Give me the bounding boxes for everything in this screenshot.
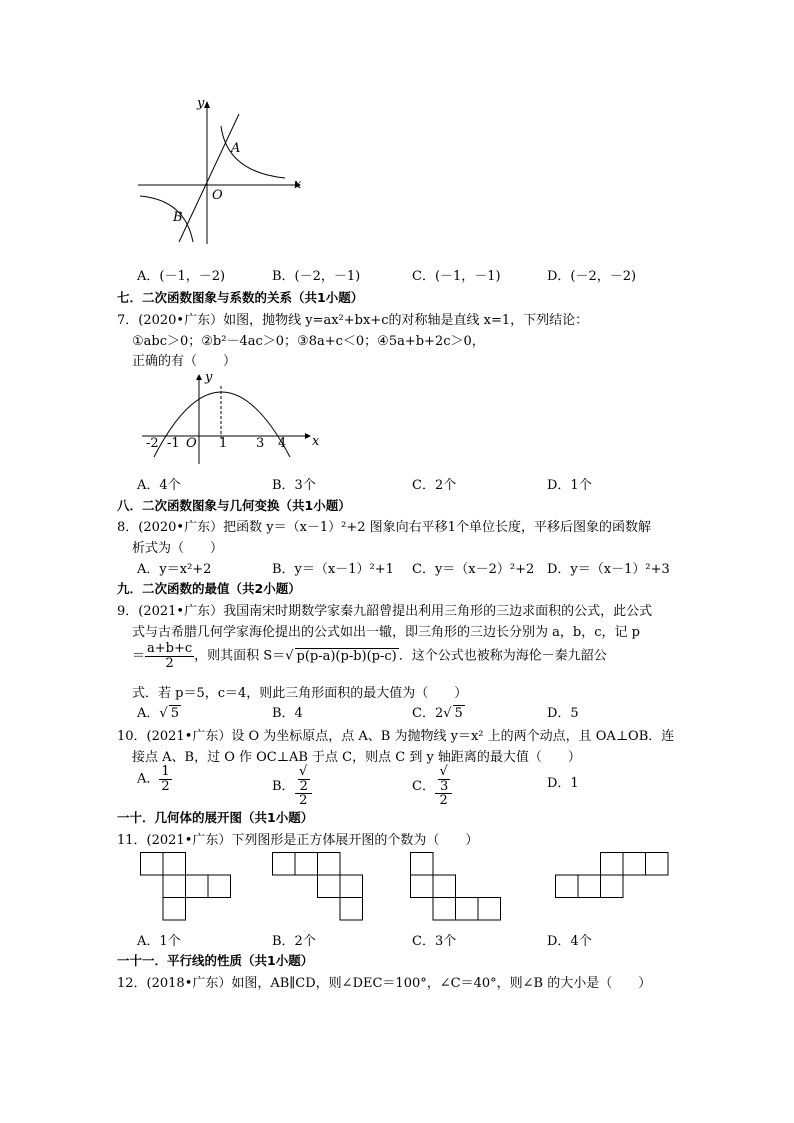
q11-option-b[interactable]: B．2个 — [272, 934, 316, 949]
section-8-title: 八．二次函数图象与几何变换（共1小题） — [117, 498, 351, 513]
q10-option-c[interactable] — [412, 765, 452, 808]
q7-tick-1: 1 — [219, 436, 228, 451]
q6-y-label: y — [197, 96, 205, 111]
q9-line3: ＝ $\frac{a+b+c}{2}$ ，则其面积 S＝√ p(p-a)(p-b)(p-c) ．这个公式也被称为海伦－秦九韶公 — [132, 641, 607, 671]
q7-line3: 正确的有（ ） — [132, 354, 237, 369]
q7-suffix: 的对称轴是直线 x=1，下列结论： — [388, 313, 589, 328]
q7-y-arrow — [196, 374, 202, 380]
q10-opt-c-label: C． — [412, 778, 435, 794]
q9-option-a[interactable]: A．√ 5 — [137, 706, 179, 721]
q9-line4: 式．若 p＝5，c＝4，则此三角形面积的最大值为（ ） — [132, 686, 468, 701]
q10-line1: 10．(2021•广东）设 O 为坐标原点，点 A、B 为抛物线 y＝x² 上的两个动点，且 OA⊥OB．连 — [117, 729, 675, 744]
q9-frac-num: a+b+c — [147, 641, 193, 656]
q6-option-d[interactable]: D．(－2，－2) — [547, 269, 637, 284]
q6-y-arrow — [204, 101, 210, 108]
q8-line1: 8．(2020•广东）把函数 y＝（x－1）²+2 图象向右平移1个单位长度，平移后图象的函数解 — [117, 520, 651, 535]
q10-option-a[interactable] — [137, 765, 172, 793]
q7-option-a[interactable]: A．4个 — [137, 478, 181, 493]
q7-option-b[interactable]: B．3个 — [272, 478, 316, 493]
q7-tick-3: 3 — [256, 436, 265, 451]
q10-opt-c-rad: 3 — [439, 778, 449, 794]
q7-line2: ①abc＞0；②b²－4ac＞0；③8a+c＜0；④5a+b+2c＞0， — [132, 334, 485, 349]
section-11-title: 一十一．平行线的性质（共1小题） — [117, 953, 314, 968]
q10-opt-a-den: 2 — [161, 778, 170, 794]
q10-opt-c-frac — [435, 765, 452, 808]
q11-net-3 — [410, 852, 505, 922]
q10-opt-c-num: √ 3 — [435, 765, 452, 794]
q9-sqrt-body: p(p-a)(p-b)(p-c) — [296, 648, 397, 664]
q6-option-a[interactable]: A．(－1，－2) — [137, 269, 226, 284]
q9-opt-a-rad: 5 — [170, 706, 179, 721]
q6-option-c[interactable]: C．(－1，－1) — [412, 269, 501, 284]
q9-line1: 9．(2021•广东）我国南宋时期数学家秦九韶曾提出利用三角形的三边求面积的公式，此公式 — [117, 604, 653, 619]
q6-graph — [135, 96, 305, 246]
q11-option-a[interactable]: A．1个 — [137, 934, 181, 949]
q8-option-b[interactable]: B．y＝（x－1）²+1 — [272, 562, 394, 577]
q9-opt-c-label: C． — [412, 706, 435, 721]
q8-option-d[interactable]: D．y＝（x－1）²+3 — [547, 562, 670, 577]
q9-equals: ＝ — [132, 648, 146, 664]
q8-line2: 析式为（ ） — [132, 541, 224, 556]
q11-net-2 — [272, 852, 367, 922]
q7-graph — [140, 372, 330, 467]
q6-x-label: x — [294, 177, 302, 192]
q10-opt-a-num: 1 — [161, 764, 170, 779]
q11-net-1 — [140, 852, 235, 922]
q7-tick-neg1: -1 — [167, 436, 180, 451]
q7-option-c[interactable]: C．2个 — [412, 478, 457, 493]
q9-line3-mid: ，则其面积 S＝ — [194, 648, 286, 664]
q6-option-b[interactable]: B．(－2，－1) — [272, 269, 361, 284]
q11-line1: 11．(2021•广东）下列图形是正方体展开图的个数为（ ） — [117, 833, 479, 848]
q10-option-b[interactable] — [272, 765, 312, 808]
q9-line2: 式与古希腊几何学家海伦提出的公式如出一辙，即三角形的三边长分别为 a，b，c，记 p — [132, 625, 640, 640]
q7-o-label: O — [186, 436, 197, 451]
q11-option-d[interactable]: D．4个 — [547, 934, 592, 949]
q6-hyperbola-lower — [140, 196, 193, 242]
q9-opt-c-rad: 5 — [454, 706, 463, 721]
q9-option-c[interactable]: C．2√ 5 — [412, 706, 463, 721]
q9-p-fraction — [145, 642, 194, 670]
q11-net-4 — [555, 852, 670, 902]
q7-tick-neg2: -2 — [146, 436, 159, 451]
q10-opt-b-num: √ 2 — [295, 765, 312, 794]
section-10-title: 一十．几何体的展开图（共1小题） — [117, 810, 314, 825]
q6-o-label: O — [212, 188, 223, 203]
q10-line2: 接点 A、B，过 O 作 OC⊥AB 于点 C，则点 C 到 y 轴距离的最大值（ ） — [132, 750, 581, 765]
q7-x-arrow — [305, 433, 311, 439]
q9-option-d[interactable]: D．5 — [547, 706, 579, 721]
q10-option-d[interactable]: D．1 — [547, 776, 579, 791]
section-7-title: 七．二次函数图象与系数的关系（共1小题） — [117, 290, 364, 305]
q10-opt-b-label: B． — [272, 778, 295, 794]
q10-opt-a-label: A． — [137, 771, 160, 787]
q9-opt-c-coef: 2 — [434, 706, 444, 721]
q10-opt-b-rad: 2 — [299, 778, 308, 794]
q7-y-label: y — [205, 370, 213, 385]
q9-line3-end: ．这个公式也被称为海伦－秦九韶公 — [398, 648, 607, 664]
q12-line1: 12．(2018•广东）如图，AB∥CD，则∠DEC＝100°，∠C＝40°，则∠B 的大小是（ ） — [117, 976, 652, 991]
q10-opt-b-den: 2 — [299, 793, 308, 809]
q6-b-label: B — [173, 210, 183, 225]
q10-opt-c-den: 2 — [439, 793, 448, 809]
q7-prefix: 7．(2020•广东）如图，抛物线 — [117, 313, 306, 328]
q7-line1 — [117, 309, 588, 328]
q7-option-d[interactable]: D．1个 — [547, 478, 592, 493]
q7-x-label: x — [312, 434, 320, 449]
q10-opt-a-frac — [159, 765, 171, 793]
q7-tick-4: 4 — [278, 436, 287, 451]
q8-option-a[interactable]: A．y＝x²+2 — [137, 562, 212, 577]
section-9-title: 九．二次函数的最值（共2小题） — [117, 581, 301, 596]
q6-line — [179, 114, 239, 242]
q6-a-label: A — [231, 141, 241, 156]
q9-opt-a-label: A． — [137, 706, 160, 721]
q7-equation: y=ax²+bx+c — [305, 313, 389, 328]
q11-option-c[interactable]: C．3个 — [412, 934, 457, 949]
q9-frac-den: 2 — [165, 655, 174, 671]
q10-opt-b-frac — [295, 765, 312, 808]
q8-option-c[interactable]: C．y＝（x－2）²+2 — [412, 562, 535, 577]
q9-option-b[interactable]: B．4 — [272, 706, 303, 721]
